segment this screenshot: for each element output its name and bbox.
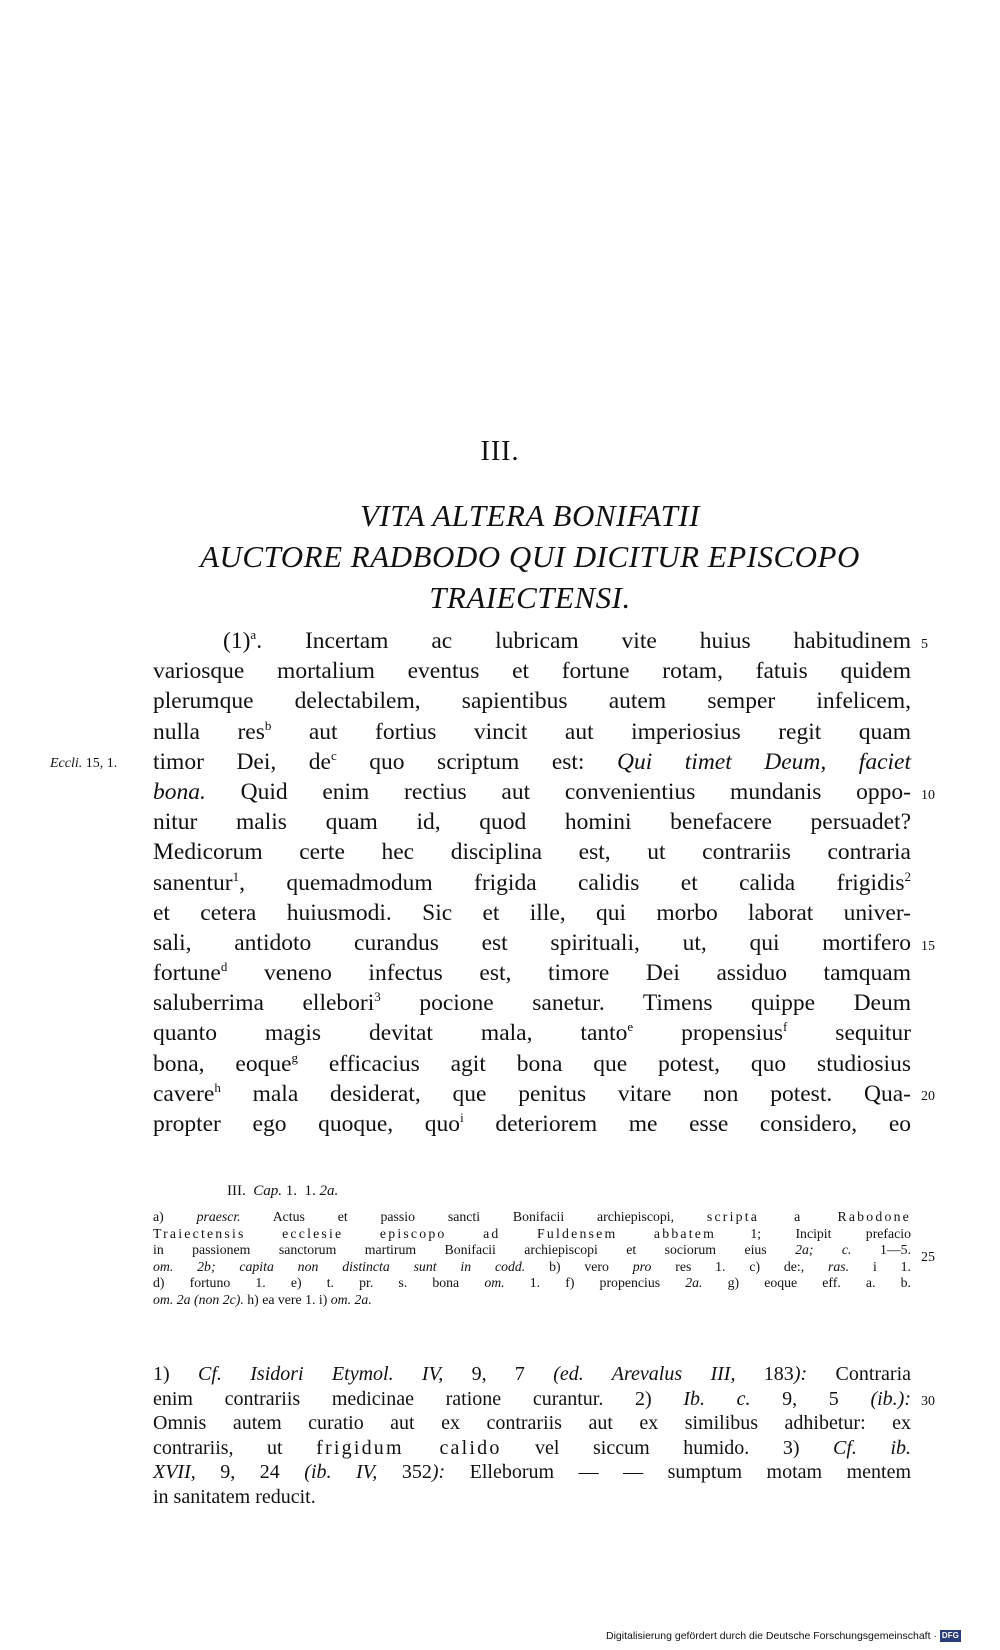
title-line-3: TRAIECTENSI. <box>429 580 631 615</box>
text-line: sanentur$^1$, quemadmodum frigida calidis et calida frigidis$^2$ <box>153 868 911 896</box>
text-line: saluberrima ellebori$^3$ pocione sanetur. Timens quippe Deum <box>153 989 911 1017</box>
chapter-number: III. <box>480 436 520 467</box>
text-line: timor Dei, $de^c$ quo scriptum est: Qui timet Deum, faciet <box>153 747 912 775</box>
line-number: 25 <box>921 1250 935 1265</box>
line-number: 15 <box>921 939 935 954</box>
text-line: sali, antidoto curandus est spirituali, ut, qui mortifero <box>153 929 911 956</box>
text-line: $(1)^a$. Incertam ac lubricam vite huius habitudinem <box>223 627 911 654</box>
margin-reference-number: 15, 1. <box>85 756 118 771</box>
footnote-line: enim contrariis medicinae ratione curantur. 2) Ib. c. 9, 5 (ib.): <box>153 1387 911 1410</box>
main-text <box>153 626 911 1139</box>
footnote-line: contrariis, ut frigidum calido vel siccum humido. 3) Cf. ib. <box>153 1436 912 1459</box>
apparatus-line: om. 2a (non 2c). h) ea vere 1. i) om. 2a. <box>153 1291 372 1307</box>
text-line: cavere$^h$ mala desiderat, que penitus vitare non potest. Qua- <box>153 1079 911 1107</box>
apparatus-line: Traiectensis ecclesie episcopo ad Fuldensem abbatem 1; Incipit prefacio <box>153 1225 911 1241</box>
chapter-title <box>130 495 930 618</box>
dfg-logo: DFG <box>941 1631 959 1640</box>
text-line: et cetera huiusmodi. Sic et ille, qui morbo laborat univer- <box>153 899 911 926</box>
text-line: nitur malis quam id, quod homini benefacere persuadet? <box>153 809 911 836</box>
footer-text: Digitalisierung gefördert durch die Deutsche Forschungsgemeinschaft · <box>606 1630 937 1642</box>
line-number: 30 <box>921 1394 935 1409</box>
apparatus-line: d) fortuno 1. e) t. pr. s. bona om. 1. f) propencius 2a. g) eoque eff. a. b. <box>153 1275 911 1291</box>
margin-reference-book: Eccli. <box>50 756 83 771</box>
text-line: Medicorum certe hec disciplina est, ut contrariis contraria <box>153 839 911 866</box>
source-footnotes <box>153 1362 911 1509</box>
text-line: nulla res$^b$ aut fortius vincit aut imperiosius regit quam <box>153 717 911 745</box>
critical-apparatus <box>153 1209 911 1309</box>
cap-reference: III. Cap. 1. 1. 2a. <box>227 1183 339 1199</box>
text-line: bona. Quid enim rectius aut convenientius mundanis oppo- <box>153 778 911 805</box>
line-number: 5 <box>921 637 928 652</box>
footnote-line: in sanitatem reducit. <box>153 1485 316 1508</box>
margin-reference <box>50 756 117 772</box>
title-line-2: AUCTORE RADBODO QUI DICITUR EPISCOPO <box>200 539 860 574</box>
footnote-line: 1) Cf. Isidori Etymol. IV, 9, 7 (ed. Arevalus III, 183): Contraria <box>153 1363 912 1385</box>
line-number: 10 <box>921 788 935 803</box>
footnote-line: XVII, 9, 24 (ib. IV, 352): Elleborum — — sumptum motam mentem <box>153 1461 912 1483</box>
text-line: quanto magis devitat mala, tanto$^e$ propensius$^f$ sequitur <box>153 1019 912 1047</box>
digitization-footer <box>606 1630 996 1642</box>
footnote-line: Omnis autem curatio aut ex contrariis aut ex similibus adhibetur: ex <box>153 1412 911 1434</box>
text-line: variosque mortalium eventus et fortune rotam, fatuis quidem <box>153 658 911 685</box>
text-line: plerumque delectabilem, sapientibus autem semper infelicem, <box>153 688 911 715</box>
text-line: propter ego quoque, quo$^i$ deteriorem me esse considero, eo <box>153 1110 911 1137</box>
text-line: bona, eoque$^g$ efficacius agit bona que potest, quo studiosius <box>153 1049 911 1077</box>
title-line-1: VITA ALTERA BONIFATII <box>360 498 700 533</box>
text-line: fortune$^d$ veneno infectus est, timore Dei assiduo tamquam <box>153 959 911 987</box>
line-number: 20 <box>921 1089 935 1104</box>
apparatus-line: in passionem sanctorum martirum Bonifacii archiepiscopi et sociorum eius 2a; c. 1—5. <box>153 1242 911 1258</box>
apparatus-line: a) praescr. Actus et passio sancti Bonifacii archiepiscopi, scripta a Rabodone <box>153 1209 912 1224</box>
apparatus-line: om. 2b; capita non distincta sunt in codd. b) vero pro res 1. c) de:, ras. i 1. <box>153 1258 911 1274</box>
